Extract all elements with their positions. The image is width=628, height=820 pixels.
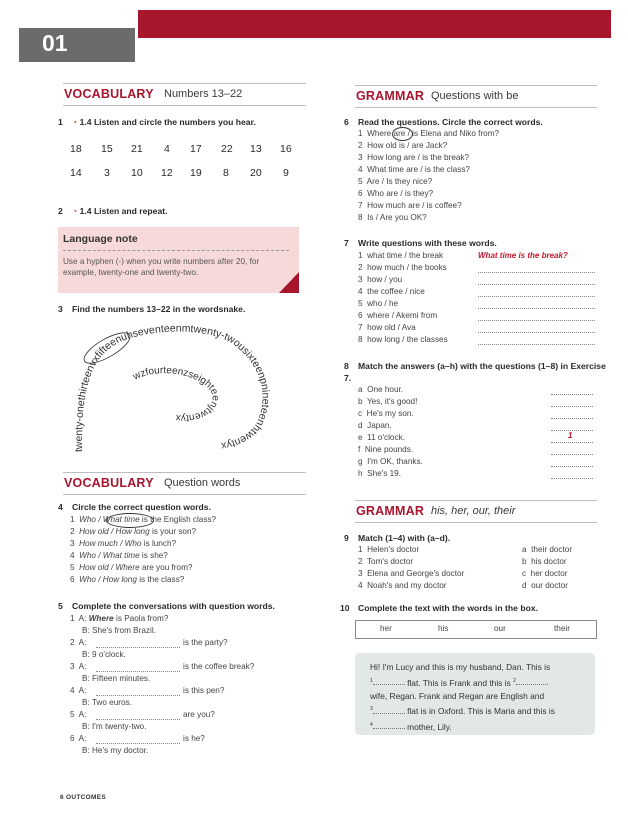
answer-blank[interactable] [516, 684, 548, 685]
answer-blank[interactable] [478, 271, 595, 273]
word-box-item: his [438, 624, 449, 633]
list-item: 1 Helen's doctor [358, 545, 420, 554]
list-item-rest: is he? [183, 734, 205, 743]
list-item: h She's 19. [358, 469, 402, 478]
list-item: 4 What time are / is the class? [358, 165, 470, 174]
language-note-title: Language note [63, 233, 138, 245]
example-answer: 1 [568, 431, 573, 440]
list-item: b Yes, it's good! [358, 397, 418, 406]
circle-mark [392, 127, 413, 141]
section-subtitle: Question words [164, 477, 241, 489]
list-item: g I'm OK, thanks. [358, 457, 423, 466]
number-item[interactable]: 12 [161, 167, 173, 179]
exercise-10-instruction: 10 Complete the text with the words in the box. [340, 603, 539, 613]
gap-fill-text [370, 661, 585, 734]
text-line: $^1$ flat. This is Frank and this is $^2$ [370, 675, 585, 690]
list-item: 6 A: [70, 734, 87, 743]
list-item: a their doctor [522, 545, 573, 554]
answer-blank[interactable] [373, 684, 405, 685]
list-item: 2 How old is / are Jack? [358, 141, 448, 150]
list-item-reply: B: He's my doctor. [82, 746, 149, 755]
list-item: 8 Is / Are you OK? [358, 213, 427, 222]
list-item: 4 Who / What time is she? [70, 551, 168, 560]
exercise-7-instruction: 7 Write questions with these words. [344, 238, 497, 248]
word-box-item: our [494, 624, 506, 633]
number-item[interactable]: 19 [190, 167, 202, 179]
list-item: 4 A: [70, 686, 87, 695]
list-item: 8 how long / the classes [358, 335, 448, 344]
answer-blank[interactable] [96, 646, 180, 648]
list-item-reply: B: Two euros. [82, 698, 132, 707]
language-note-text: Use a hyphen (-) when you write numbers after 20, for example, twenty-one and twenty-two. [63, 257, 260, 277]
answer-blank[interactable] [478, 319, 595, 321]
answer-blank[interactable] [551, 465, 593, 467]
list-item-reply: B: I'm twenty-two. [82, 722, 147, 731]
section-tag: GRAMMAR [356, 504, 425, 518]
answer-blank[interactable] [551, 393, 593, 395]
grammar-questions-header [355, 85, 597, 108]
number-item[interactable]: 3 [104, 167, 110, 179]
wordsnake-inner-text: wzfourteenzseighteenjtwentyx [131, 365, 221, 424]
list-item: a One hour. [358, 385, 404, 394]
list-item: 5 Are / Is they nice? [358, 177, 433, 186]
answer-blank[interactable] [478, 331, 595, 333]
list-item-reply: B: She's from Brazil. [82, 626, 156, 635]
exercise-8-instruction: 8 Match the answers (a–h) with the questions (1–8) in Exercise 7. [344, 361, 606, 383]
list-item: 3 A: [70, 662, 87, 671]
exercise-5-instruction: 5 Complete the conversations with question words. [58, 601, 275, 611]
exercise-9-instruction: 9 Match (1–4) with (a–d). [344, 533, 451, 543]
list-item: 5 who / he [358, 299, 399, 308]
exercise-3-instruction: 3 Find the numbers 13–22 in the wordsnake. [58, 304, 246, 314]
section-tag: GRAMMAR [356, 89, 425, 103]
example-answer: What time is the break? [478, 251, 568, 260]
text-line: Hi! I'm Lucy and this is my husband, Dan. This is [370, 662, 551, 672]
number-item[interactable]: 17 [190, 143, 202, 155]
number-item[interactable]: 8 [223, 167, 229, 179]
section-tag: VOCABULARY [64, 476, 154, 490]
word-box-item: her [380, 624, 392, 633]
section-tag: VOCABULARY [64, 87, 154, 101]
section-subtitle: his, her, our, their [431, 505, 516, 517]
number-item[interactable]: 18 [70, 143, 82, 155]
list-item: 1 A: Where is Paola from? [70, 614, 169, 623]
number-item[interactable]: 4 [164, 143, 170, 155]
list-item: d Japan. [358, 421, 392, 430]
list-item: e 11 o'clock. [358, 433, 405, 442]
answer-blank[interactable] [96, 694, 180, 696]
list-item: b his doctor [522, 557, 567, 566]
list-item: 1 what time / the break [358, 251, 444, 260]
exercise-4-instruction: 4 Circle the correct question words. [58, 502, 211, 512]
text-line: wife, Regan. Frank and Regan are English and [370, 690, 545, 701]
text-line: $^4$ mother, Lily. [370, 721, 452, 732]
list-item: c He's my son. [358, 409, 414, 418]
unit-number-box [19, 28, 135, 62]
list-item: 3 How long are / is the break? [358, 153, 470, 162]
list-item: 2 A: [70, 638, 87, 647]
list-item: c her doctor [522, 569, 568, 578]
answer-blank[interactable] [551, 477, 593, 479]
answer-blank[interactable] [551, 405, 593, 407]
answer-blank[interactable] [478, 283, 595, 285]
page-fold-corner [279, 272, 299, 293]
list-item: 6 Who / How long is the class? [70, 575, 185, 584]
exercise-6-instruction: 6 Read the questions. Circle the correct words. [344, 117, 543, 127]
list-item: 7 How much are / is coffee? [358, 201, 462, 210]
number-item[interactable]: 22 [221, 143, 233, 155]
section-subtitle: Numbers 13–22 [164, 88, 243, 100]
list-item: 6 where / Akemi from [358, 311, 438, 320]
answer-blank[interactable] [478, 343, 595, 345]
number-item[interactable]: 9 [283, 167, 289, 179]
number-item[interactable]: 20 [250, 167, 262, 179]
wordsnake-outer-text: twenty-onethirteenvxfifteenuhseventeenmtwenty-twousixteenpnineteenhtwentyx [72, 322, 272, 453]
number-item[interactable]: 15 [101, 143, 113, 155]
exercise-2-instruction: 2 ◔ 1.4 Listen and repeat. [58, 206, 168, 216]
number-item[interactable]: 14 [70, 167, 82, 179]
text-line: $^3$ flat is in Oxford. This is Maria and this is [370, 706, 555, 717]
audio-icon[interactable]: ◔ [72, 117, 78, 127]
answer-blank[interactable] [96, 742, 180, 744]
list-item: 1 Who / What time is the English class? [70, 515, 217, 524]
list-item: 6 Who are / is they? [358, 189, 434, 198]
audio-icon[interactable]: ◔ [72, 206, 78, 216]
list-item: 2 Tom's doctor [358, 557, 414, 566]
answer-blank[interactable] [373, 728, 405, 729]
section-subtitle: Questions with be [431, 90, 519, 102]
list-item: 3 how / you [358, 275, 403, 284]
answer-blank[interactable] [551, 417, 593, 419]
list-item-reply: B: 9 o'clock. [82, 650, 126, 659]
list-item: 7 how old / Ava [358, 323, 416, 332]
answer-blank[interactable] [478, 295, 595, 297]
circle-mark [106, 513, 154, 528]
wordsnake [60, 312, 300, 462]
grammar-possessives-header [355, 500, 597, 523]
list-item: d our doctor [522, 581, 568, 590]
answer-blank[interactable] [373, 713, 405, 714]
list-item-reply: B: Fifteen minutes. [82, 674, 151, 683]
list-item: 5 How old / Where are you from? [70, 563, 193, 572]
vocabulary-question-words-header [63, 472, 306, 495]
list-item: 2 how much / the books [358, 263, 447, 272]
answer-blank[interactable] [551, 441, 593, 443]
answer-blank[interactable] [96, 670, 180, 672]
answer-blank[interactable] [478, 307, 595, 309]
list-item: 3 Elena and George's doctor [358, 569, 465, 578]
list-item-rest: is this pen? [183, 686, 225, 695]
page-footer: 6 OUTCOMES [60, 794, 106, 801]
answer-blank[interactable] [96, 718, 180, 720]
list-item: 4 Noah's and my doctor [358, 581, 447, 590]
divider [63, 250, 289, 251]
number-item[interactable]: 10 [131, 167, 143, 179]
vocabulary-numbers-header [63, 83, 306, 106]
word-box-item: their [554, 624, 570, 633]
list-item-rest: is the party? [183, 638, 228, 647]
unit-number: 01 [42, 30, 68, 56]
list-item: 4 the coffee / nice [358, 287, 425, 296]
list-item: f Nine pounds. [358, 445, 414, 454]
number-item[interactable]: 13 [250, 143, 262, 155]
list-item: 2 How old / How long is your son? [70, 527, 197, 536]
top-color-band [138, 10, 611, 38]
list-item: 3 How much / Who is lunch? [70, 539, 177, 548]
list-item-rest: is the coffee break? [183, 662, 255, 671]
list-item: 5 A: [70, 710, 87, 719]
number-item[interactable]: 21 [131, 143, 143, 155]
number-item[interactable]: 16 [280, 143, 292, 155]
list-item: 1 Where are / is Elena and Niko from? [358, 129, 500, 138]
list-item-rest: are you? [183, 710, 215, 719]
exercise-1-instruction: 1 ◔ 1.4 Listen and circle the numbers you hear. [58, 117, 256, 127]
answer-blank[interactable] [551, 453, 593, 455]
